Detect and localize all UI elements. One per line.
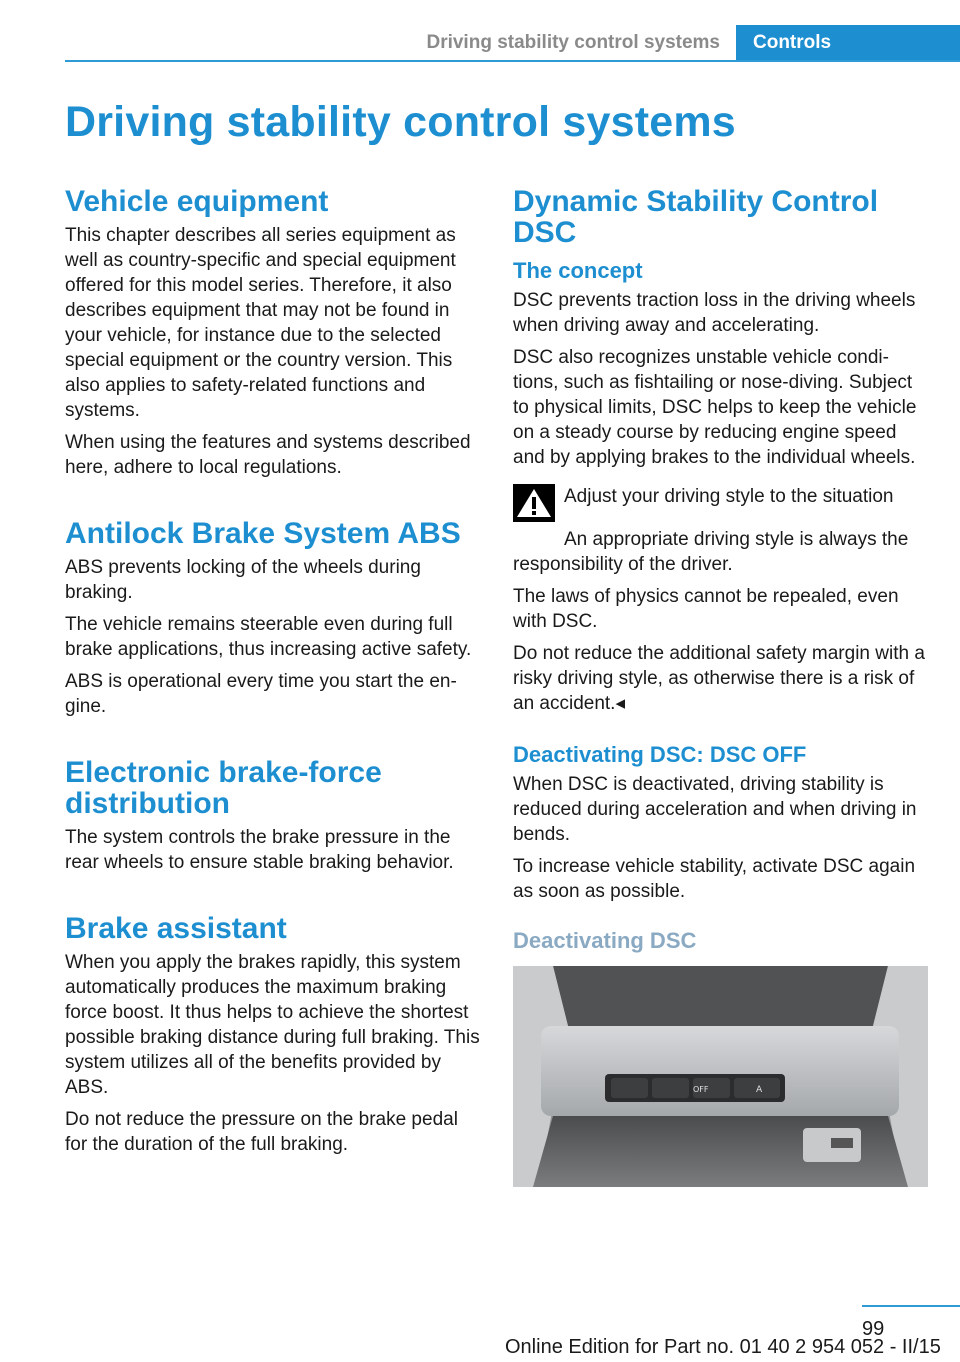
button-auto-label: A bbox=[756, 1085, 763, 1095]
heading-dsc: Dynamic Stability Control DSC bbox=[513, 185, 879, 249]
button-dsc-off bbox=[652, 1078, 689, 1098]
right-column bbox=[513, 186, 928, 1187]
paragraph: The vehicle remains steerable even during full brake applications, thus increasing active safety. bbox=[65, 614, 472, 660]
warning-note bbox=[513, 484, 928, 522]
paragraph: This chapter describes all series equipment as well as country-specific and special equipment offered for this model series. Therefore, it also describes equipment that may not be found in your vehicle, for instance due to the selected special equipment or the country version. This also applies to safety-related functions and systems. bbox=[65, 225, 456, 421]
warning-title: Adjust your driving style to the situation bbox=[564, 486, 894, 507]
left-column bbox=[65, 186, 482, 1164]
edition-note: Online Edition for Part no. 01 40 2 954 052 - II/15 bbox=[505, 1336, 941, 1358]
paragraph: ABS is operational every time you start the engine. bbox=[65, 671, 457, 717]
paragraph: Do not reduce the pressure on the brake pedal for the duration of the full braking. bbox=[65, 1109, 458, 1155]
heading-the-concept: The concept bbox=[513, 258, 643, 283]
page-title: Driving stability control systems bbox=[65, 98, 736, 146]
heading-electronic-brake-force-distribution: Electronic brake-force distribution bbox=[65, 756, 382, 820]
warning-triangle-icon bbox=[513, 484, 555, 522]
heading-abs: Antilock Brake System ABS bbox=[65, 517, 461, 550]
paragraph: When DSC is deactivated, driving stability is reduced during acceleration and when driving in bends. bbox=[513, 774, 917, 845]
button-dsc-off-label: OFF bbox=[693, 1085, 709, 1094]
header-rule bbox=[65, 60, 960, 62]
paragraph: Do not reduce the additional safety margin with a risky driving style, as otherwise there is a risk of an accident.◂ bbox=[513, 643, 925, 714]
button-1 bbox=[611, 1078, 648, 1098]
console-illustration bbox=[513, 966, 928, 1187]
paragraph: DSC prevents traction loss in the driving wheels when driving away and accelerating. bbox=[513, 290, 916, 336]
paragraph: DSC also recognizes unstable vehicle conditions, such as fishtailing or nose-diving. Subject to physical limits, DSC helps to keep the vehicle on a steady course by reducing engine speed and by applying brakes to the individual wheels. bbox=[513, 347, 917, 468]
subheading-deactivating-dsc: Deactivating DSC bbox=[513, 928, 697, 953]
footer-rule bbox=[862, 1305, 960, 1307]
warning-body: An appropriate driving style is always the responsibility of the driver. bbox=[513, 529, 909, 575]
photo-center-console-buttons bbox=[513, 966, 928, 1187]
paragraph: When you apply the brakes rapidly, this system automatically produces the maximum braking force boost. It thus helps to achieve the shortest possible braking distance during full braking. This system utilizes all of the benefits provided by ABS. bbox=[65, 952, 480, 1098]
page-number: 99 bbox=[862, 1318, 885, 1340]
paragraph: When using the features and systems described here, adhere to local regulations. bbox=[65, 432, 471, 478]
paragraph: To increase vehicle stability, activate DSC again as soon as possible. bbox=[513, 856, 916, 902]
heading-vehicle-equipment: Vehicle equipment bbox=[65, 185, 329, 218]
running-header-chapter-tab: Controls bbox=[736, 25, 960, 62]
paragraph: ABS prevents locking of the wheels during braking. bbox=[65, 557, 421, 603]
heading-brake-assistant: Brake assistant bbox=[65, 912, 287, 945]
paragraph: The laws of physics cannot be repealed, even with DSC. bbox=[513, 586, 899, 632]
paragraph: The system controls the brake pressure in the rear wheels to ensure stable braking behavior. bbox=[65, 827, 454, 873]
running-header-section: Driving stability control systems bbox=[426, 32, 720, 53]
heading-deactivating-dsc-off: Deactivating DSC: DSC OFF bbox=[513, 742, 807, 767]
